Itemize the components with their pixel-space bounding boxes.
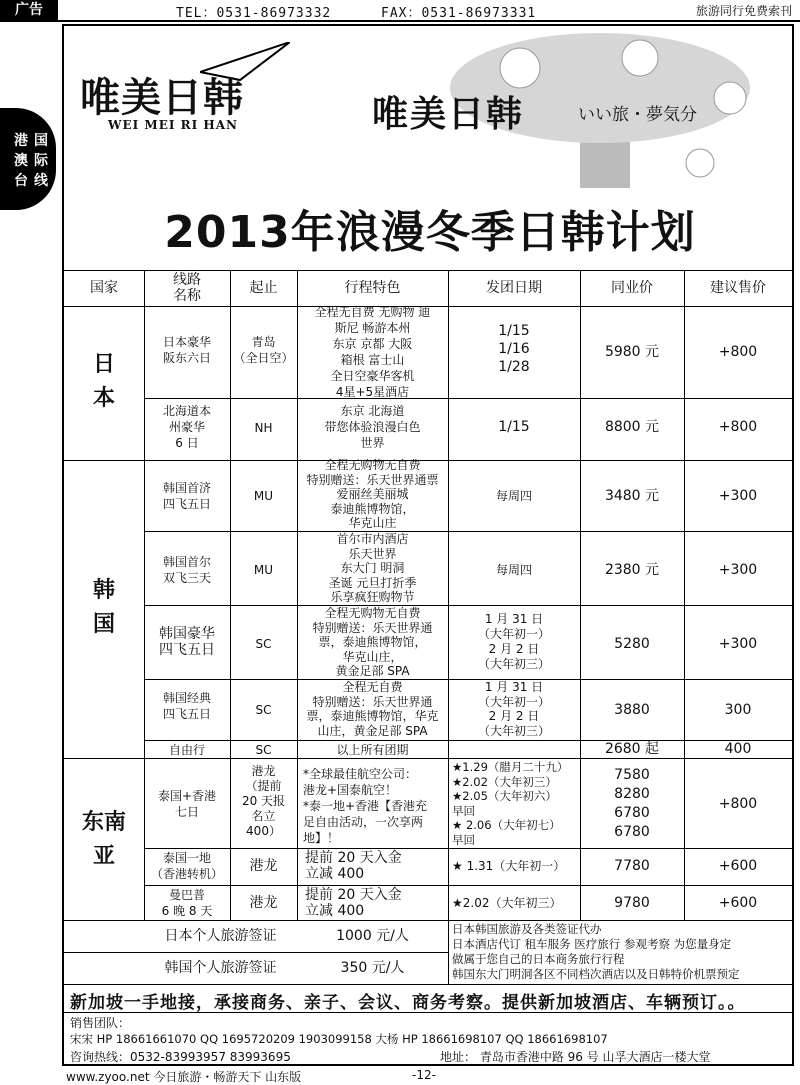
route-name: 韩国经典 四飞五日 (162, 691, 211, 721)
header-price: 同业价 (611, 280, 653, 296)
side-tab-char: 台 (14, 173, 28, 189)
side-tab-char: 国 (34, 133, 48, 149)
trade-price: 8800 元 (604, 419, 660, 435)
top-bar (0, 0, 800, 22)
route-name: 自由行 (168, 743, 205, 757)
suggested-price: 300 (724, 702, 752, 718)
side-tab (0, 108, 56, 210)
tour-dates: ★ 1.31（大年初一） (452, 859, 566, 873)
tour-dates: 每周四 (495, 563, 532, 577)
departure-port: MU (253, 489, 274, 503)
visa-label: 韩国个人旅游签证 (164, 960, 277, 976)
fax-number: FAX：0531-86973331 (381, 6, 537, 21)
page-number: -12- (412, 1068, 436, 1082)
tour-dates: ★1.29（腊月二十九） ★2.02（大年初三） ★2.05（大年初六） 早回 ★ 2.06（大年初七） 早回 (452, 760, 569, 847)
hotline: 咨询热线：0532-83993957 83993695 (70, 1050, 291, 1064)
address: 地址： 青岛市香港中路 96 号 山孚大酒店一楼大堂 (440, 1050, 711, 1064)
header-dates: 发团日期 (486, 280, 542, 296)
suggested-price: +600 (718, 895, 758, 911)
footer-site: www.zyoo.net 今日旅游・畅游天下 山东版 (66, 1070, 302, 1084)
trade-price: 5980 元 (604, 344, 660, 360)
departure-port: SC (255, 637, 272, 651)
departure-port: SC (255, 743, 272, 757)
header-country: 国家 (90, 280, 118, 296)
route-feature: 全程无自费 特别赠送：乐天世界通 票，泰迪熊博物馆，华克 山庄，黄金足部 SPA (306, 680, 439, 738)
page-title: 2013年浪漫冬季日韩计划 (164, 207, 696, 258)
departure-port: 港龙 (249, 895, 278, 911)
route-name: 曼巴普 6 晚 8 天 (161, 888, 213, 918)
departure-port: 青岛 （全日空） (233, 335, 294, 365)
trade-price: 2680 起 (604, 741, 660, 757)
tour-dates: 1 月 31 日 （大年初一） 2 月 2 日 （大年初三） (477, 680, 550, 738)
suggested-price: +600 (718, 858, 758, 874)
header-port: 起止 (249, 280, 278, 296)
suggested-price: +800 (718, 419, 758, 435)
visa-price: 350 元/人 (340, 960, 405, 976)
route-feature: 首尔市内酒店 乐天世界 东大门 明洞 圣诞 元旦打折季 乐享疯狂购物节 (328, 532, 417, 604)
route-feature: 以上所有团期 (336, 743, 409, 757)
side-tab-char: 际 (34, 153, 48, 169)
route-name: 日本豪华 阪东六日 (162, 335, 211, 365)
group-southeast-asia: 东南 亚 (81, 810, 126, 869)
departure-port: SC (255, 703, 272, 717)
trade-price: 7780 (614, 858, 650, 874)
singapore-banner: 新加坡一手地接，承接商务、亲子、会议、商务考察。提供新加坡酒店、车辆预订。。 (70, 993, 746, 1013)
header-feature: 行程特色 (344, 280, 401, 296)
route-name: 泰国+香港 七日 (157, 789, 217, 819)
suggested-price: 400 (724, 741, 752, 757)
sales-team-label: 销售团队： (70, 1016, 131, 1030)
suggested-price: +300 (718, 636, 758, 652)
trade-price: 5280 (614, 636, 650, 652)
tour-dates: 1/15 (498, 419, 530, 435)
departure-port: MU (253, 563, 274, 577)
group-korea: 韩 国 (92, 578, 115, 637)
tour-dates: 1 月 31 日 （大年初一） 2 月 2 日 （大年初三） (477, 612, 550, 671)
brand-name: 唯美日韩 (372, 94, 525, 135)
tour-dates: 每周四 (495, 489, 532, 503)
route-feature: 全程无自费 无购物 迪 斯尼 畅游本州 东京 京都 大阪 箱根 富士山 全日空豪华客机 4星+5星酒店 (314, 305, 431, 399)
trade-price: 3880 (614, 702, 650, 718)
suggested-price: +300 (718, 562, 758, 578)
header-suggest: 建议售价 (710, 280, 766, 296)
logo-english: WEI MEI RI HAN (108, 118, 239, 132)
trade-price: 9780 (614, 895, 650, 911)
ad-tag: 广告 (0, 0, 58, 20)
route-feature: 东京 北海道 带您体验浪漫白色 世界 (324, 404, 421, 450)
brand-logo (80, 60, 350, 140)
side-tab-char: 线 (34, 173, 48, 189)
route-name: 韩国首济 四飞五日 (162, 481, 211, 511)
suggested-price: +800 (718, 796, 758, 812)
free-notice: 旅游同行免费索刊 (695, 4, 792, 18)
departure-port: 港龙 （提前 20 天报 名立 400） (241, 764, 286, 838)
side-tab-char: 澳 (14, 153, 28, 169)
visa-label: 日本个人旅游签证 (164, 928, 277, 944)
brand-slogan: いい旅・夢気分 (578, 105, 697, 125)
logo-text: 唯美日韩 (80, 75, 244, 121)
suggested-price: +800 (718, 344, 758, 360)
departure-port: 港龙 (249, 858, 278, 874)
suggested-price: +300 (718, 488, 758, 504)
route-feature: 提前 20 天入金 立减 400 (305, 850, 402, 882)
route-feature: 全程无购物无自费 特别赠送：乐天世界通 票，泰迪熊博物馆， 华克山庄， 黄金足部 SPA (312, 606, 433, 678)
route-name: 韩国首尔 双飞三天 (162, 555, 211, 585)
departure-port: NH (254, 421, 273, 435)
visa-price: 1000 元/人 (336, 928, 409, 944)
route-name: 泰国一地 （香港转机） (150, 851, 223, 881)
sales-contacts: 宋宋 HP 18661661070 QQ 1695720209 1903099158 大杨 HP 18661698107 QQ 18661698107 (70, 1032, 608, 1046)
tel-number: TEL：0531-86973332 (176, 6, 332, 21)
services-note: 日本韩国旅游及各类签证代办 日本酒店代订 租车服务 医疗旅行 参观考察 为您量身定 做属于您自己的日本商务旅行行程 韩国东大门明洞各区不同档次酒店以及日韩特价机票预定 (452, 922, 740, 981)
trade-price: 3480 元 (604, 488, 660, 504)
route-name: 北海道本 州豪华 6 日 (162, 404, 211, 450)
tour-dates: 1/15 1/16 1/28 (498, 323, 530, 375)
trade-price: 2380 元 (604, 562, 660, 578)
tour-dates: ★2.02（大年初三） (452, 896, 562, 910)
header-route: 线路 名称 (173, 272, 201, 304)
route-name: 韩国豪华 四飞五日 (159, 626, 215, 658)
side-tab-char: 港 (14, 133, 28, 149)
route-feature: *全球最佳航空公司： 港龙+国泰航空！ *泰一地+香港【香港充 足自由活动，一次享两 地】！ (303, 767, 428, 845)
page-footer (0, 1068, 800, 1085)
route-feature: 全程无购物无自费 特别赠送：乐天世界通票 爱丽丝美丽城 泰迪熊博物馆， 华克山庄 (306, 458, 439, 530)
group-japan: 日 本 (92, 352, 115, 411)
route-feature: 提前 20 天入金 立减 400 (305, 887, 402, 919)
trade-price: 7580 8280 6780 6780 (614, 767, 650, 840)
